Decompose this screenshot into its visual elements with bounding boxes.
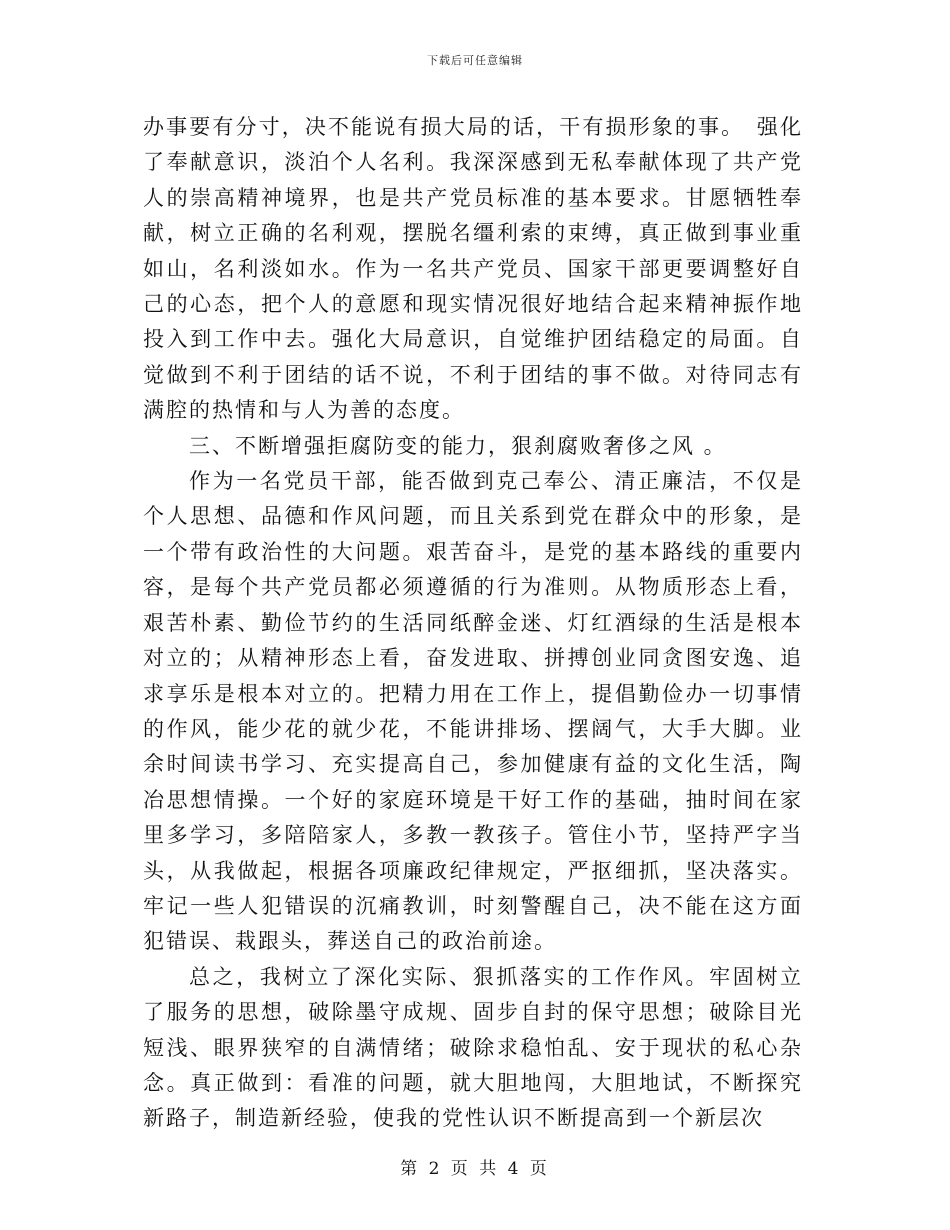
section-heading-3: 三、不断增强拒腐防变的能力，狠刹腐败奢侈之风 。 — [189, 433, 727, 458]
paragraph-2: 作为一名党员干部，能否做到克己奉公、清正廉洁，不仅是个人思想、品德和作风问题，而且关系到党在群众中的形象，是一个带有政治性的大问题。艰苦奋斗，是党的基本路线的重要内容，是每个共产党员都必须遵循的行为准则。从物质形态上看，艰苦朴素、勤俭节约的生活同纸醉金迷、灯红酒绿的生活是根本对立的；从精神形态上看，奋发进取、拼搏创业同贪图安逸、追求享乐是根本对立的。把精力用在工作上，提倡勤俭办一切事情的作风，能少花的就少花，不能讲排场、摆阔气，大手大脚。业余时间读书学习、充实提高自己，参加健康有益的文化生活，陶冶思想情操。一个好的家庭环境是干好工作的基础，抽时间在家里多学习，多陪陪家人，多教一教孩子。管住小节，坚持严字当头，从我做起，根据各项廉政纪律规定，严抠细抓，坚决落实。牢记一些人犯错误的沉痛教训，时刻警醒自己，决不能在这方面犯错误、栽跟头，葬送自己的政治前途。 — [143, 469, 803, 954]
paragraph-1: 办事要有分寸，决不能说有损大局的话，干有损形象的事。 强化了奉献意识，淡泊个人名利。我深深感到无私奉献体现了共产党人的崇高精神境界，也是共产党员标准的基本要求。甘愿牺牲奉献，树立正确的名利观，摆脱名缰利索的束缚，真正做到事业重如山，名利淡如水。作为一名共产党员、国家干部更要调整好自己的心态，把个人的意愿和现实情况很好地结合起来精神振作地投入到工作中去。强化大局意识，自觉维护团结稳定的局面。自觉做到不利于团结的话不说，不利于团结的事不做。对待同志有满腔的热情和与人为善的态度。 — [143, 115, 803, 423]
page-header: 下载后可任意编辑 — [427, 54, 523, 67]
page-footer: 第 2 页 共 4 页 — [400, 1159, 550, 1179]
paragraph-3: 总之，我树立了深化实际、狠抓落实的工作作风。牢固树立了服务的思想，破除墨守成规、固步自封的保守思想；破除目光短浅、眼界狭窄的自满情绪；破除求稳怕乱、安于现状的私心杂念。真正做到：看准的问题，就大胆地闯，大胆地试，不断探究新路子，制造新经验，使我的党性认识不断提高到一个新层次 — [143, 964, 803, 1131]
document-body — [143, 110, 803, 1137]
